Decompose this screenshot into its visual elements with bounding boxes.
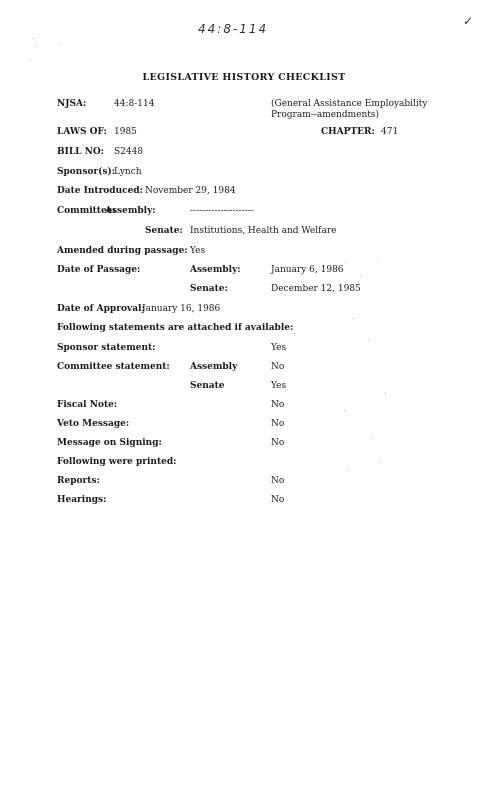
amended-value: Yes	[190, 246, 206, 256]
fiscal-note-label: Fiscal Note:	[57, 400, 118, 410]
laws-of-value: 1985	[114, 127, 137, 137]
scan-speck	[30, 60, 31, 61]
scan-speck	[345, 262, 346, 263]
committee-statement-label: Committee statement:	[57, 362, 170, 372]
date-of-approval-label: Date of Approval:	[57, 304, 145, 314]
committee-senate-value: Institutions, Health and Welfare	[190, 226, 337, 236]
scan-speck	[32, 38, 33, 39]
page-title: LEGISLATIVE HISTORY CHECKLIST	[142, 72, 346, 83]
passage-assembly-label: Assembly:	[190, 265, 241, 275]
checkmark-icon: ✓	[463, 14, 474, 28]
chapter-label: CHAPTER:	[321, 127, 375, 137]
reports-value: No	[271, 476, 285, 486]
reports-label: Reports:	[57, 476, 100, 486]
committee-statement-senate-value: Yes	[271, 381, 287, 391]
committee-statement-assembly-label: Assembly	[190, 362, 238, 372]
date-introduced-value: November 29, 1984	[145, 186, 236, 196]
committee-statement-assembly-value: No	[271, 362, 285, 372]
handwritten-reference: 44:8-114	[198, 22, 269, 36]
hearings-label: Hearings:	[57, 495, 107, 505]
message-on-signing-label: Message on Signing:	[57, 438, 162, 448]
njsa-value: 44:8-114	[114, 99, 155, 109]
committee-statement-senate-label: Senate	[190, 381, 225, 391]
sponsor-statement-value: Yes	[271, 343, 287, 353]
scan-speck	[380, 462, 381, 463]
printed-heading: Following were printed:	[57, 457, 177, 467]
act-description-line2: Program--amendments)	[271, 110, 380, 120]
scan-speck	[60, 44, 61, 45]
scan-speck	[385, 392, 386, 393]
passage-assembly-value: January 6, 1986	[271, 265, 344, 275]
njsa-label: NJSA:	[57, 99, 87, 109]
chapter-value: 471	[381, 127, 399, 137]
message-on-signing-value: No	[271, 438, 285, 448]
act-description-line1: (General Assistance Employability	[271, 99, 428, 109]
committee-label: Committee:	[57, 206, 116, 216]
committee-senate-label: Senate:	[145, 226, 183, 236]
bill-no-label: BILL NO:	[57, 147, 104, 157]
passage-senate-label: Senate:	[190, 284, 228, 294]
veto-message-value: No	[271, 419, 285, 429]
scan-speck	[372, 438, 373, 439]
fiscal-note-value: No	[271, 400, 285, 410]
scan-speck	[378, 258, 379, 259]
committee-assembly-value: ---------------------	[190, 206, 254, 216]
scan-speck	[352, 318, 353, 319]
scan-speck	[360, 275, 361, 276]
bill-no-value: S2448	[114, 147, 144, 157]
laws-of-label: LAWS OF:	[57, 127, 107, 137]
sponsors-label: Sponsor(s):	[57, 167, 116, 177]
date-of-passage-label: Date of Passage:	[57, 265, 141, 275]
passage-senate-value: December 12, 1985	[271, 284, 361, 294]
scan-speck	[348, 470, 349, 471]
hearings-value: No	[271, 495, 285, 505]
veto-message-label: Veto Message:	[57, 419, 130, 429]
statements-attached-heading: Following statements are attached if available:	[57, 323, 294, 333]
amended-label: Amended during passage:	[57, 246, 188, 256]
scan-speck	[368, 340, 369, 341]
date-introduced-label: Date Introduced:	[57, 186, 143, 196]
sponsor-statement-label: Sponsor statement:	[57, 343, 156, 353]
sponsors-value: Lynch	[114, 167, 142, 177]
committee-assembly-label: Assembly:	[105, 206, 156, 216]
date-of-approval-value: January 16, 1986	[142, 304, 221, 314]
scan-speck	[344, 410, 345, 411]
scan-speck	[36, 46, 37, 47]
